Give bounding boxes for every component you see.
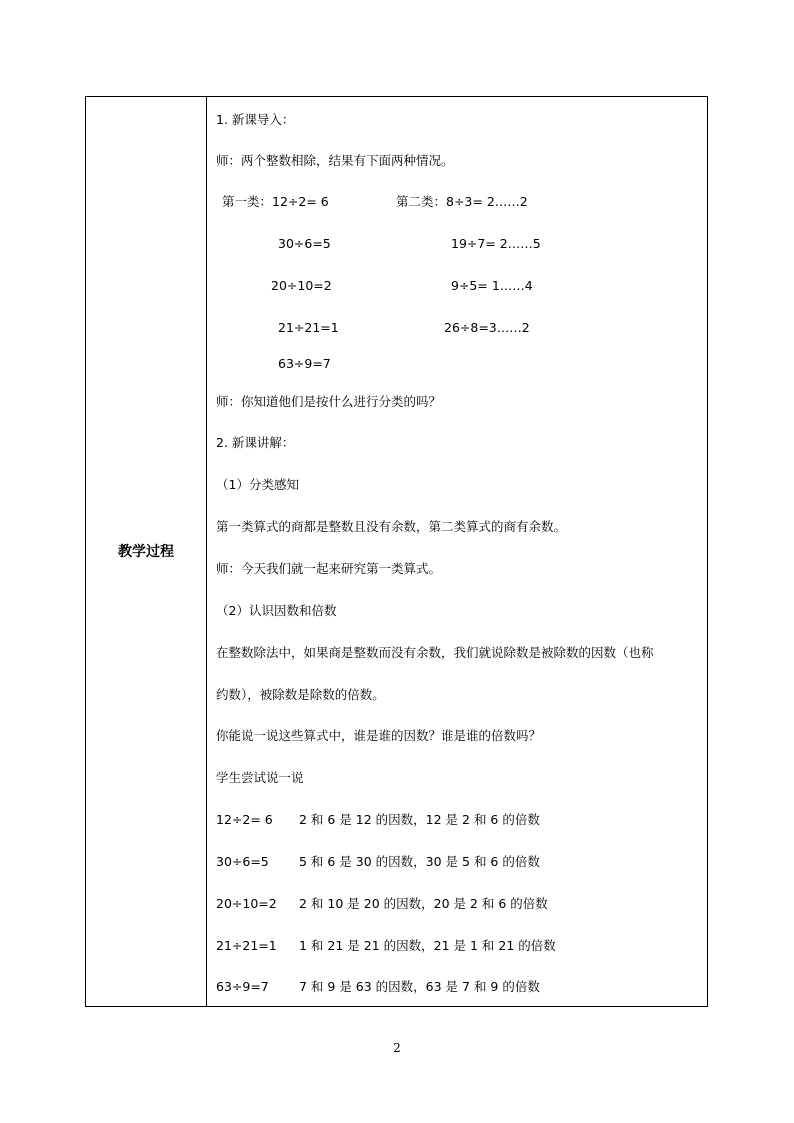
text-line: 26÷8=3……2 <box>444 320 530 335</box>
equation: 20÷10=2 <box>216 896 277 911</box>
text-line: 2. 新课讲解： <box>216 435 295 450</box>
text-line: 师：你知道他们是按什么进行分类的吗？ <box>216 394 442 409</box>
explanation: 7 和 9 是 63 的因数，63 是 7 和 9 的倍数 <box>299 979 540 994</box>
text-line: 9÷5= 1……4 <box>451 278 533 293</box>
explanation: 2 和 6 是 12 的因数，12 是 2 和 6 的倍数 <box>299 812 540 827</box>
text-line: 20÷10=2 <box>271 278 332 293</box>
text-line: 你能说一说这些算式中，谁是谁的因数？谁是谁的倍数吗？ <box>216 728 542 743</box>
text-line: 第二类：8÷3= 2……2 <box>396 194 528 209</box>
equation: 21÷21=1 <box>216 938 277 953</box>
text-line: 19÷7= 2……5 <box>451 236 541 251</box>
explanation: 5 和 6 是 30 的因数，30 是 5 和 6 的倍数 <box>299 854 540 869</box>
text-line: 师：今天我们就一起来研究第一类算式。 <box>216 561 442 576</box>
text-line: 63÷9=7 <box>278 356 331 371</box>
text-line: 1. 新课导入： <box>216 112 295 127</box>
text-line: 约数），被除数是除数的倍数。 <box>216 687 385 702</box>
text-line: 学生尝试说一说 <box>216 770 304 785</box>
text-line: （2）认识因数和倍数 <box>216 603 337 618</box>
text-line: 在整数除法中，如果商是整数而没有余数，我们就说除数是被除数的因数（也称 <box>216 645 654 660</box>
equation: 12÷2= 6 <box>216 812 273 827</box>
text-line: 师：两个整数相除，结果有下面两种情况。 <box>216 153 454 168</box>
column-divider <box>206 96 207 1007</box>
page-number: 2 <box>393 1041 401 1055</box>
text-line: 21÷21=1 <box>278 320 339 335</box>
explanation: 1 和 21 是 21 的因数，21 是 1 和 21 的倍数 <box>299 938 556 953</box>
equation: 30÷6=5 <box>216 854 269 869</box>
text-line: （1）分类感知 <box>216 477 299 492</box>
text-line: 第一类算式的商都是整数且没有余数，第二类算式的商有余数。 <box>216 519 567 534</box>
row-label-teaching-process: 教学过程 <box>118 544 174 560</box>
explanation: 2 和 10 是 20 的因数，20 是 2 和 6 的倍数 <box>299 896 548 911</box>
text-line: 第一类：12÷2= 6 <box>222 194 329 209</box>
equation: 63÷9=7 <box>216 979 269 994</box>
text-line: 30÷6=5 <box>278 236 331 251</box>
